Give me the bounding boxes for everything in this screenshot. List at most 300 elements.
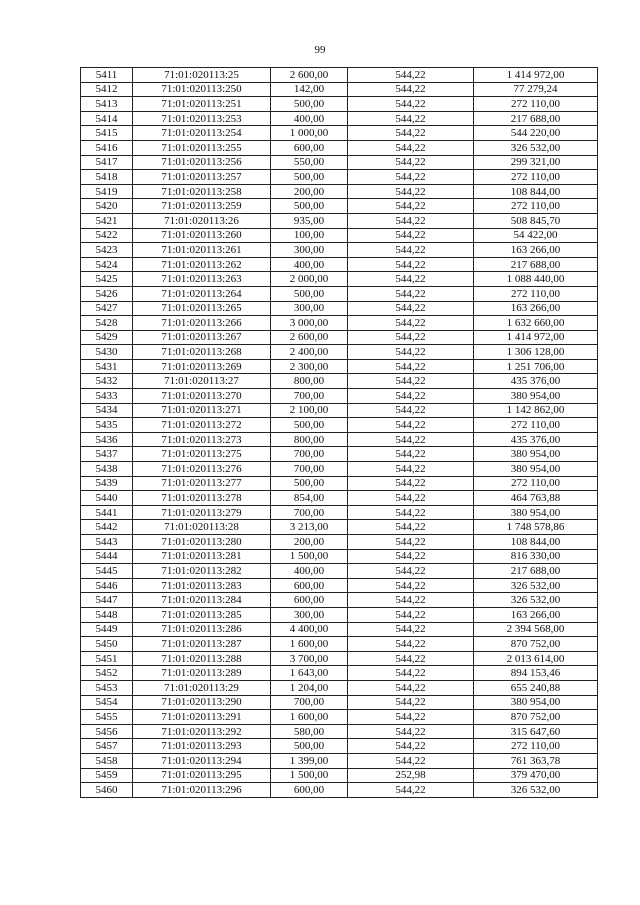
rate-cell: 544,22: [348, 126, 474, 141]
row-number-cell: 5453: [81, 680, 133, 695]
value-cell: 217 688,00: [474, 111, 598, 126]
cadastral-number-cell: 71:01:020113:284: [133, 593, 271, 608]
rate-cell: 544,22: [348, 418, 474, 433]
value-cell: 508 845,70: [474, 213, 598, 228]
table-row: [81, 213, 598, 228]
area-cell: 1 500,00: [271, 768, 348, 783]
rate-cell: 544,22: [348, 753, 474, 768]
row-number-cell: 5441: [81, 505, 133, 520]
table-row: [81, 753, 598, 768]
cadastral-number-cell: 71:01:020113:288: [133, 651, 271, 666]
row-number-cell: 5418: [81, 170, 133, 185]
table-row: [81, 155, 598, 170]
area-cell: 142,00: [271, 82, 348, 97]
rate-cell: 544,22: [348, 403, 474, 418]
table-row: [81, 695, 598, 710]
row-number-cell: 5417: [81, 155, 133, 170]
rate-cell: 544,22: [348, 213, 474, 228]
row-number-cell: 5440: [81, 491, 133, 506]
rate-cell: 544,22: [348, 199, 474, 214]
cadastral-number-cell: 71:01:020113:254: [133, 126, 271, 141]
table-row: [81, 549, 598, 564]
row-number-cell: 5443: [81, 535, 133, 550]
row-number-cell: 5450: [81, 637, 133, 652]
cadastral-number-cell: 71:01:020113:283: [133, 578, 271, 593]
value-cell: 380 954,00: [474, 505, 598, 520]
row-number-cell: 5460: [81, 783, 133, 798]
rate-cell: 544,22: [348, 564, 474, 579]
row-number-cell: 5447: [81, 593, 133, 608]
row-number-cell: 5438: [81, 462, 133, 477]
rate-cell: 544,22: [348, 316, 474, 331]
row-number-cell: 5455: [81, 710, 133, 725]
rate-cell: 544,22: [348, 155, 474, 170]
rate-cell: 544,22: [348, 622, 474, 637]
row-number-cell: 5449: [81, 622, 133, 637]
cadastral-number-cell: 71:01:020113:293: [133, 739, 271, 754]
value-cell: 435 376,00: [474, 374, 598, 389]
rate-cell: 544,22: [348, 184, 474, 199]
rate-cell: 544,22: [348, 710, 474, 725]
row-number-cell: 5413: [81, 97, 133, 112]
value-cell: 655 240,88: [474, 680, 598, 695]
value-cell: 326 532,00: [474, 783, 598, 798]
row-number-cell: 5459: [81, 768, 133, 783]
row-number-cell: 5428: [81, 316, 133, 331]
cadastral-number-cell: 71:01:020113:261: [133, 243, 271, 258]
rate-cell: 544,22: [348, 666, 474, 681]
rate-cell: 544,22: [348, 68, 474, 83]
row-number-cell: 5445: [81, 564, 133, 579]
rate-cell: 544,22: [348, 476, 474, 491]
value-cell: 326 532,00: [474, 578, 598, 593]
area-cell: 500,00: [271, 739, 348, 754]
cadastral-number-cell: 71:01:020113:250: [133, 82, 271, 97]
area-cell: 3 000,00: [271, 316, 348, 331]
rate-cell: 544,22: [348, 549, 474, 564]
table-row: [81, 607, 598, 622]
area-cell: 1 643,00: [271, 666, 348, 681]
area-cell: 4 400,00: [271, 622, 348, 637]
value-cell: 272 110,00: [474, 97, 598, 112]
table-row: [81, 126, 598, 141]
cadastral-number-cell: 71:01:020113:285: [133, 607, 271, 622]
rate-cell: 544,22: [348, 520, 474, 535]
table-row: [81, 520, 598, 535]
value-cell: 272 110,00: [474, 739, 598, 754]
row-number-cell: 5435: [81, 418, 133, 433]
area-cell: 800,00: [271, 432, 348, 447]
cadastral-number-cell: 71:01:020113:262: [133, 257, 271, 272]
table-row: [81, 403, 598, 418]
area-cell: 1 204,00: [271, 680, 348, 695]
value-cell: 380 954,00: [474, 447, 598, 462]
rate-cell: 544,22: [348, 783, 474, 798]
table-row: [81, 680, 598, 695]
row-number-cell: 5437: [81, 447, 133, 462]
table-row: [81, 272, 598, 287]
row-number-cell: 5432: [81, 374, 133, 389]
row-number-cell: 5411: [81, 68, 133, 83]
cadastral-number-cell: 71:01:020113:266: [133, 316, 271, 331]
value-cell: 77 279,24: [474, 82, 598, 97]
table-row: [81, 637, 598, 652]
table-row: [81, 82, 598, 97]
row-number-cell: 5423: [81, 243, 133, 258]
table-row: [81, 622, 598, 637]
value-cell: 272 110,00: [474, 170, 598, 185]
table-row: [81, 389, 598, 404]
rate-cell: 544,22: [348, 389, 474, 404]
cadastral-number-cell: 71:01:020113:273: [133, 432, 271, 447]
area-cell: 2 000,00: [271, 272, 348, 287]
value-cell: 217 688,00: [474, 257, 598, 272]
area-cell: 1 600,00: [271, 710, 348, 725]
value-cell: 272 110,00: [474, 199, 598, 214]
row-number-cell: 5414: [81, 111, 133, 126]
area-cell: 500,00: [271, 476, 348, 491]
area-cell: 300,00: [271, 301, 348, 316]
cadastral-number-cell: 71:01:020113:282: [133, 564, 271, 579]
area-cell: 1 000,00: [271, 126, 348, 141]
area-cell: 800,00: [271, 374, 348, 389]
area-cell: 500,00: [271, 418, 348, 433]
page-number: 99: [314, 44, 326, 56]
cadastral-number-cell: 71:01:020113:263: [133, 272, 271, 287]
cadastral-number-cell: 71:01:020113:275: [133, 447, 271, 462]
area-cell: 2 300,00: [271, 359, 348, 374]
table-row: [81, 432, 598, 447]
row-number-cell: 5444: [81, 549, 133, 564]
cadastral-number-cell: 71:01:020113:290: [133, 695, 271, 710]
value-cell: 379 470,00: [474, 768, 598, 783]
rate-cell: 544,22: [348, 243, 474, 258]
area-cell: 500,00: [271, 286, 348, 301]
cadastral-number-cell: 71:01:020113:256: [133, 155, 271, 170]
cadastral-number-cell: 71:01:020113:281: [133, 549, 271, 564]
rate-cell: 544,22: [348, 170, 474, 185]
area-cell: 600,00: [271, 783, 348, 798]
rate-cell: 544,22: [348, 491, 474, 506]
rate-cell: 544,22: [348, 82, 474, 97]
value-cell: 816 330,00: [474, 549, 598, 564]
data-table: [80, 67, 598, 798]
area-cell: 700,00: [271, 695, 348, 710]
area-cell: 500,00: [271, 199, 348, 214]
table-row: [81, 578, 598, 593]
rate-cell: 544,22: [348, 739, 474, 754]
table-row: [81, 286, 598, 301]
row-number-cell: 5420: [81, 199, 133, 214]
rate-cell: 544,22: [348, 695, 474, 710]
table-row: [81, 783, 598, 798]
cadastral-number-cell: 71:01:020113:265: [133, 301, 271, 316]
area-cell: 600,00: [271, 593, 348, 608]
row-number-cell: 5442: [81, 520, 133, 535]
table-row: [81, 564, 598, 579]
value-cell: 272 110,00: [474, 418, 598, 433]
cadastral-number-cell: 71:01:020113:277: [133, 476, 271, 491]
cadastral-number-cell: 71:01:020113:271: [133, 403, 271, 418]
value-cell: 272 110,00: [474, 286, 598, 301]
table-row: [81, 140, 598, 155]
value-cell: 54 422,00: [474, 228, 598, 243]
cadastral-number-cell: 71:01:020113:267: [133, 330, 271, 345]
cadastral-number-cell: 71:01:020113:258: [133, 184, 271, 199]
rate-cell: 544,22: [348, 140, 474, 155]
value-cell: 894 153,46: [474, 666, 598, 681]
row-number-cell: 5431: [81, 359, 133, 374]
rate-cell: 544,22: [348, 447, 474, 462]
area-cell: 854,00: [271, 491, 348, 506]
value-cell: 380 954,00: [474, 389, 598, 404]
area-cell: 935,00: [271, 213, 348, 228]
table-row: [81, 374, 598, 389]
row-number-cell: 5426: [81, 286, 133, 301]
row-number-cell: 5419: [81, 184, 133, 199]
area-cell: 3 700,00: [271, 651, 348, 666]
cadastral-number-cell: 71:01:020113:268: [133, 345, 271, 360]
area-cell: 2 600,00: [271, 330, 348, 345]
rate-cell: 544,22: [348, 272, 474, 287]
row-number-cell: 5439: [81, 476, 133, 491]
value-cell: 217 688,00: [474, 564, 598, 579]
row-number-cell: 5454: [81, 695, 133, 710]
rate-cell: 544,22: [348, 228, 474, 243]
area-cell: 200,00: [271, 535, 348, 550]
table-row: [81, 491, 598, 506]
cadastral-number-cell: 71:01:020113:286: [133, 622, 271, 637]
rate-cell: 544,22: [348, 607, 474, 622]
value-cell: 380 954,00: [474, 695, 598, 710]
row-number-cell: 5427: [81, 301, 133, 316]
cadastral-number-cell: 71:01:020113:269: [133, 359, 271, 374]
row-number-cell: 5422: [81, 228, 133, 243]
cadastral-number-cell: 71:01:020113:257: [133, 170, 271, 185]
cadastral-number-cell: 71:01:020113:280: [133, 535, 271, 550]
value-cell: 299 321,00: [474, 155, 598, 170]
rate-cell: 544,22: [348, 593, 474, 608]
value-cell: 761 363,78: [474, 753, 598, 768]
cadastral-number-cell: 71:01:020113:260: [133, 228, 271, 243]
table-row: [81, 243, 598, 258]
value-cell: 435 376,00: [474, 432, 598, 447]
value-cell: 1 142 862,00: [474, 403, 598, 418]
cadastral-number-cell: 71:01:020113:279: [133, 505, 271, 520]
table-row: [81, 768, 598, 783]
row-number-cell: 5452: [81, 666, 133, 681]
value-cell: 326 532,00: [474, 140, 598, 155]
area-cell: 600,00: [271, 578, 348, 593]
area-cell: 3 213,00: [271, 520, 348, 535]
cadastral-number-cell: 71:01:020113:287: [133, 637, 271, 652]
area-cell: 700,00: [271, 505, 348, 520]
table-body: [81, 68, 598, 798]
table-row: [81, 316, 598, 331]
value-cell: 1 632 660,00: [474, 316, 598, 331]
row-number-cell: 5416: [81, 140, 133, 155]
table-row: [81, 257, 598, 272]
cadastral-number-cell: 71:01:020113:28: [133, 520, 271, 535]
row-number-cell: 5421: [81, 213, 133, 228]
area-cell: 300,00: [271, 607, 348, 622]
area-cell: 550,00: [271, 155, 348, 170]
row-number-cell: 5415: [81, 126, 133, 141]
rate-cell: 544,22: [348, 724, 474, 739]
rate-cell: 544,22: [348, 257, 474, 272]
cadastral-number-cell: 71:01:020113:295: [133, 768, 271, 783]
area-cell: 500,00: [271, 170, 348, 185]
table-row: [81, 301, 598, 316]
rate-cell: 544,22: [348, 111, 474, 126]
table-row: [81, 505, 598, 520]
table-row: [81, 724, 598, 739]
table-row: [81, 593, 598, 608]
cadastral-number-cell: 71:01:020113:272: [133, 418, 271, 433]
area-cell: 2 100,00: [271, 403, 348, 418]
row-number-cell: 5434: [81, 403, 133, 418]
table-row: [81, 228, 598, 243]
row-number-cell: 5430: [81, 345, 133, 360]
table-row: [81, 462, 598, 477]
area-cell: 100,00: [271, 228, 348, 243]
rate-cell: 544,22: [348, 374, 474, 389]
row-number-cell: 5433: [81, 389, 133, 404]
area-cell: 400,00: [271, 257, 348, 272]
table-row: [81, 666, 598, 681]
value-cell: 1 306 128,00: [474, 345, 598, 360]
rate-cell: 544,22: [348, 97, 474, 112]
table-row: [81, 447, 598, 462]
area-cell: 1 600,00: [271, 637, 348, 652]
area-cell: 400,00: [271, 564, 348, 579]
value-cell: 870 752,00: [474, 637, 598, 652]
cadastral-number-cell: 71:01:020113:292: [133, 724, 271, 739]
rate-cell: 544,22: [348, 359, 474, 374]
rate-cell: 252,98: [348, 768, 474, 783]
area-cell: 580,00: [271, 724, 348, 739]
rate-cell: 544,22: [348, 651, 474, 666]
table-row: [81, 97, 598, 112]
cadastral-number-cell: 71:01:020113:259: [133, 199, 271, 214]
rate-cell: 544,22: [348, 345, 474, 360]
row-number-cell: 5436: [81, 432, 133, 447]
cadastral-number-cell: 71:01:020113:253: [133, 111, 271, 126]
row-number-cell: 5424: [81, 257, 133, 272]
cadastral-number-cell: 71:01:020113:27: [133, 374, 271, 389]
value-cell: 1 088 440,00: [474, 272, 598, 287]
cadastral-number-cell: 71:01:020113:276: [133, 462, 271, 477]
rate-cell: 544,22: [348, 637, 474, 652]
cadastral-number-cell: 71:01:020113:251: [133, 97, 271, 112]
area-cell: 500,00: [271, 97, 348, 112]
table-row: [81, 170, 598, 185]
rate-cell: 544,22: [348, 535, 474, 550]
value-cell: 1 251 706,00: [474, 359, 598, 374]
rate-cell: 544,22: [348, 505, 474, 520]
value-cell: 2 394 568,00: [474, 622, 598, 637]
row-number-cell: 5446: [81, 578, 133, 593]
value-cell: 315 647,60: [474, 724, 598, 739]
row-number-cell: 5425: [81, 272, 133, 287]
rate-cell: 544,22: [348, 432, 474, 447]
table-row: [81, 111, 598, 126]
area-cell: 700,00: [271, 389, 348, 404]
table-row: [81, 68, 598, 83]
value-cell: 108 844,00: [474, 535, 598, 550]
row-number-cell: 5458: [81, 753, 133, 768]
row-number-cell: 5457: [81, 739, 133, 754]
area-cell: 700,00: [271, 462, 348, 477]
value-cell: 544 220,00: [474, 126, 598, 141]
table-row: [81, 359, 598, 374]
cadastral-number-cell: 71:01:020113:264: [133, 286, 271, 301]
area-cell: 600,00: [271, 140, 348, 155]
area-cell: 400,00: [271, 111, 348, 126]
value-cell: 163 266,00: [474, 301, 598, 316]
table-row: [81, 739, 598, 754]
rate-cell: 544,22: [348, 301, 474, 316]
value-cell: 870 752,00: [474, 710, 598, 725]
value-cell: 326 532,00: [474, 593, 598, 608]
area-cell: 200,00: [271, 184, 348, 199]
cadastral-number-cell: 71:01:020113:278: [133, 491, 271, 506]
value-cell: 1 414 972,00: [474, 68, 598, 83]
table-row: [81, 651, 598, 666]
rate-cell: 544,22: [348, 462, 474, 477]
value-cell: 108 844,00: [474, 184, 598, 199]
row-number-cell: 5451: [81, 651, 133, 666]
rate-cell: 544,22: [348, 578, 474, 593]
area-cell: 2 600,00: [271, 68, 348, 83]
row-number-cell: 5429: [81, 330, 133, 345]
row-number-cell: 5448: [81, 607, 133, 622]
cadastral-number-cell: 71:01:020113:294: [133, 753, 271, 768]
table-row: [81, 184, 598, 199]
value-cell: 1 748 578,86: [474, 520, 598, 535]
cadastral-number-cell: 71:01:020113:291: [133, 710, 271, 725]
value-cell: 2 013 614,00: [474, 651, 598, 666]
cadastral-number-cell: 71:01:020113:255: [133, 140, 271, 155]
value-cell: 163 266,00: [474, 243, 598, 258]
value-cell: 464 763,88: [474, 491, 598, 506]
table-row: [81, 418, 598, 433]
rate-cell: 544,22: [348, 330, 474, 345]
cadastral-number-cell: 71:01:020113:25: [133, 68, 271, 83]
area-cell: 1 399,00: [271, 753, 348, 768]
table-row: [81, 330, 598, 345]
table-row: [81, 710, 598, 725]
rate-cell: 544,22: [348, 286, 474, 301]
area-cell: 2 400,00: [271, 345, 348, 360]
table-row: [81, 199, 598, 214]
row-number-cell: 5456: [81, 724, 133, 739]
value-cell: 163 266,00: [474, 607, 598, 622]
area-cell: 300,00: [271, 243, 348, 258]
table-row: [81, 345, 598, 360]
table-row: [81, 535, 598, 550]
cadastral-number-cell: 71:01:020113:289: [133, 666, 271, 681]
rate-cell: 544,22: [348, 680, 474, 695]
row-number-cell: 5412: [81, 82, 133, 97]
table-row: [81, 476, 598, 491]
cadastral-number-cell: 71:01:020113:26: [133, 213, 271, 228]
area-cell: 700,00: [271, 447, 348, 462]
cadastral-number-cell: 71:01:020113:296: [133, 783, 271, 798]
value-cell: 272 110,00: [474, 476, 598, 491]
area-cell: 1 500,00: [271, 549, 348, 564]
value-cell: 380 954,00: [474, 462, 598, 477]
